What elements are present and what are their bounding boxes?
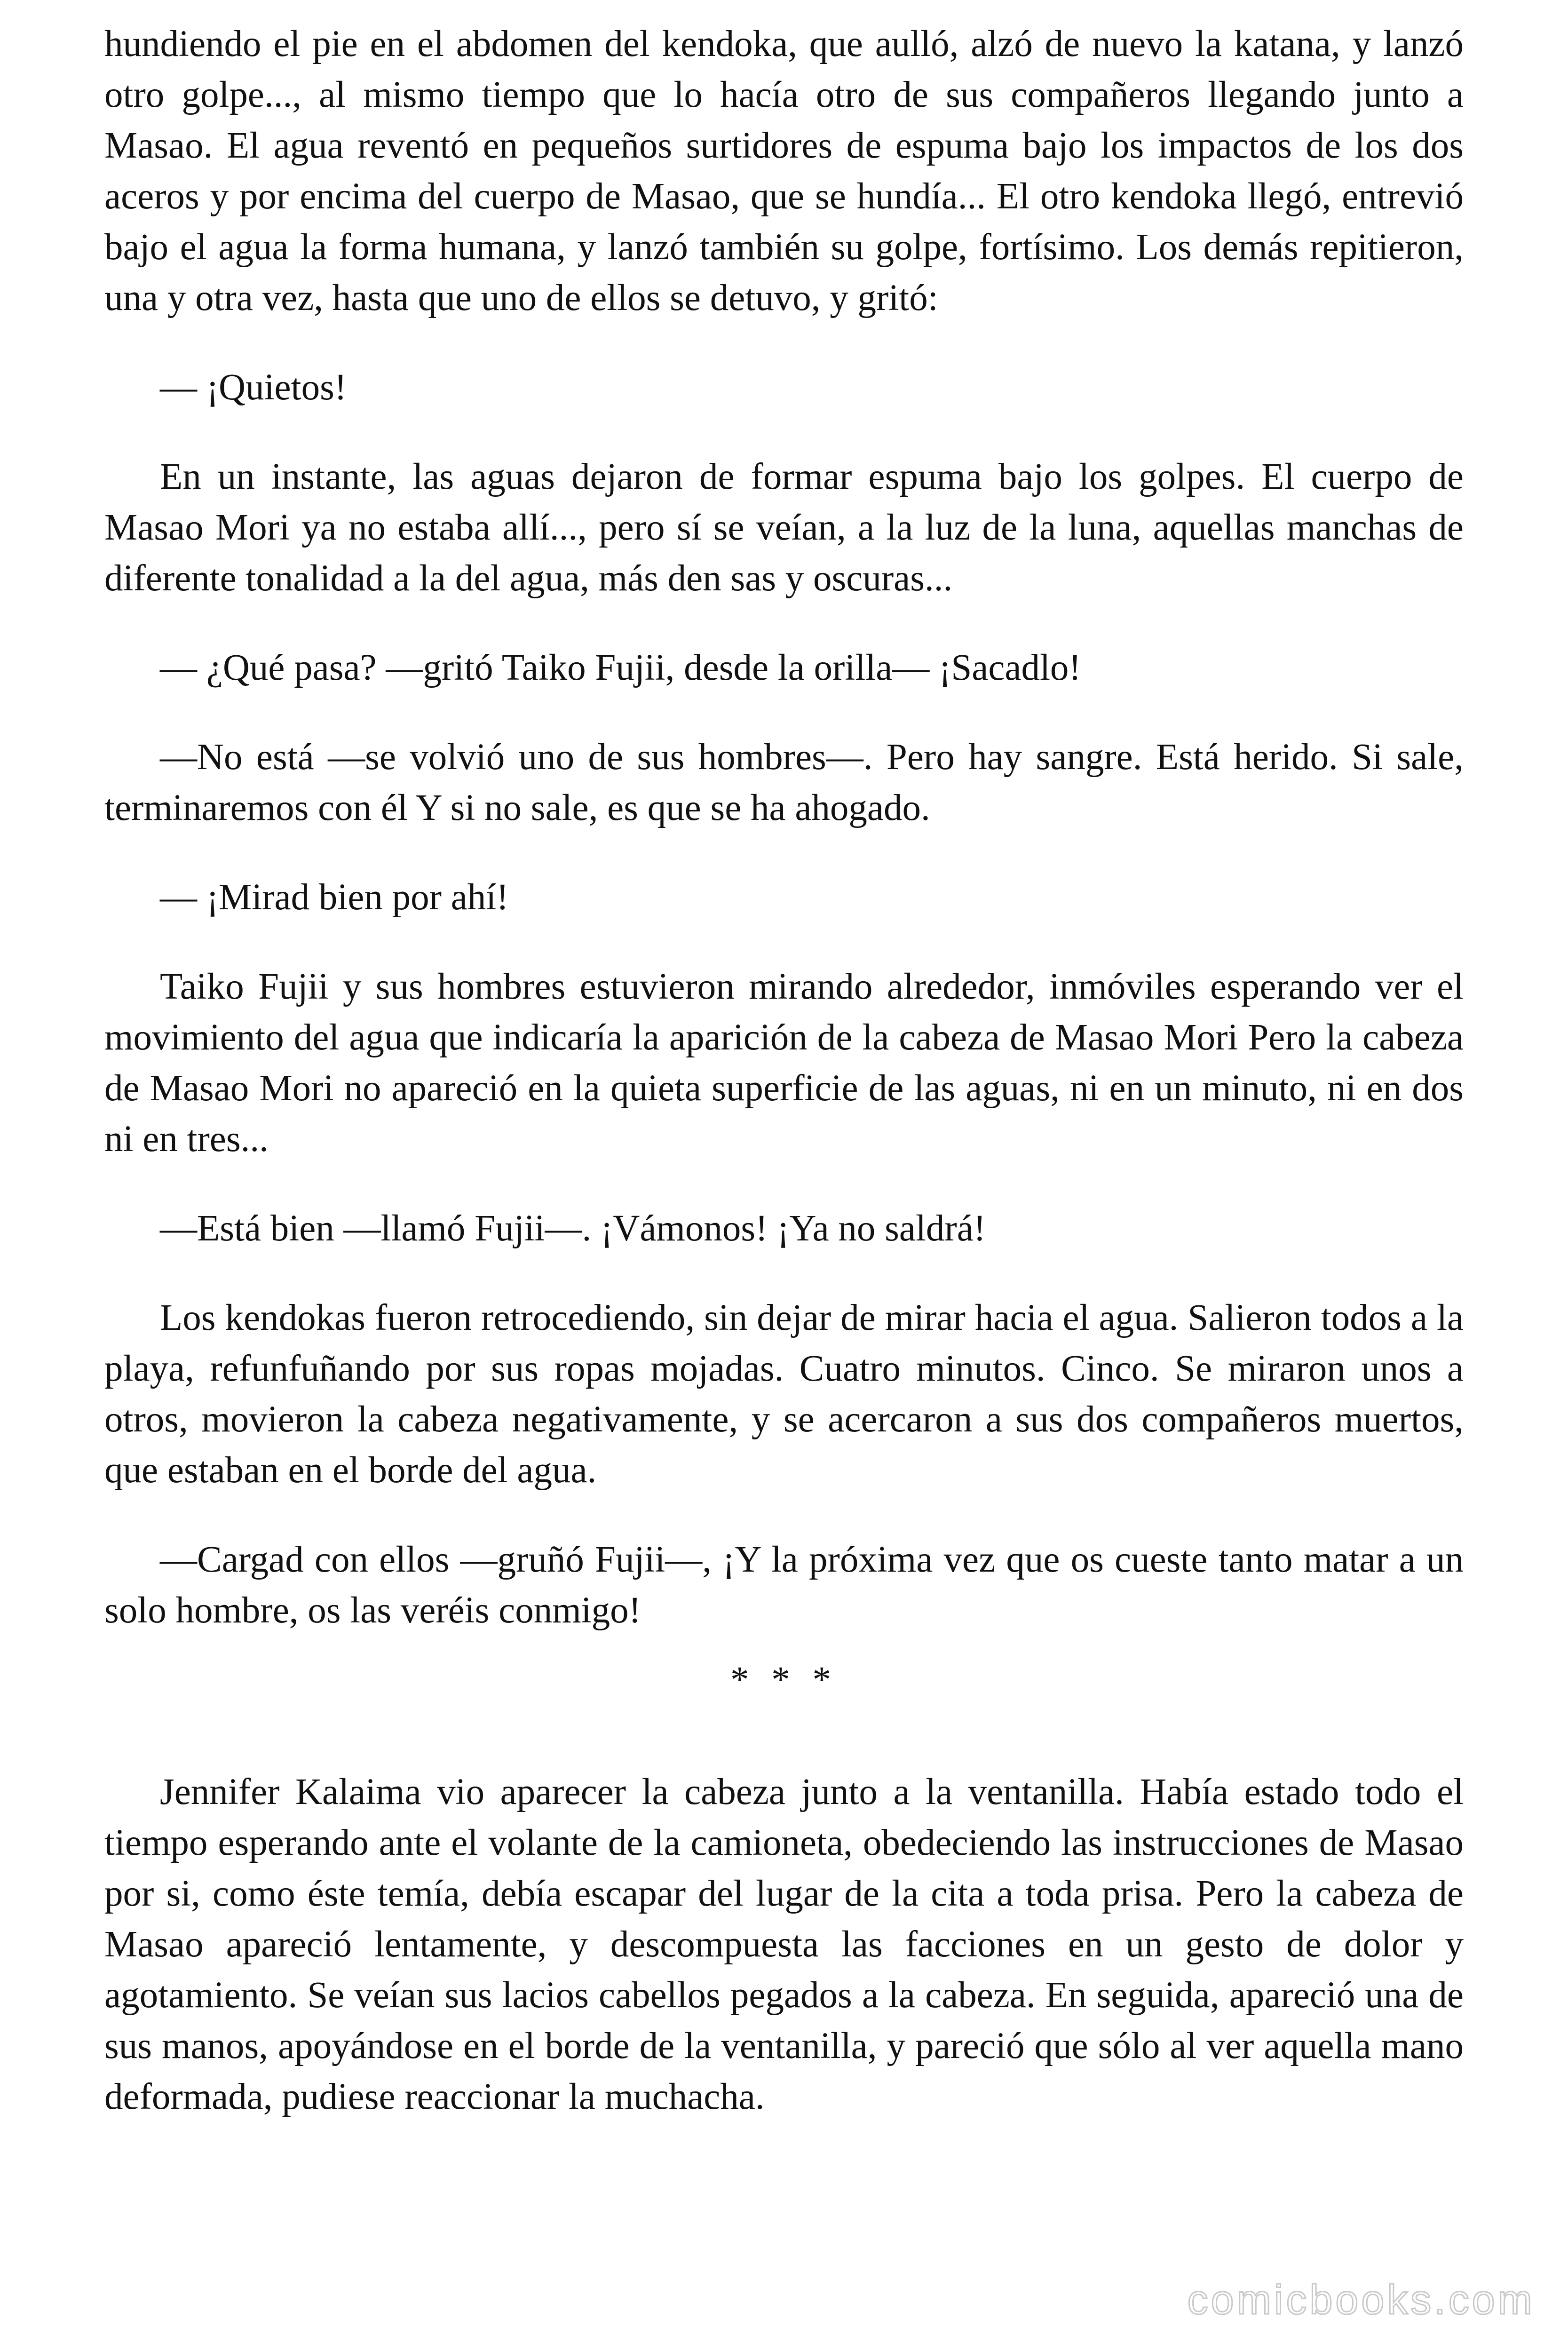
book-page [104, 19, 1464, 2122]
paragraph-8: —Está bien —llamó Fujii—. ¡Vámonos! ¡Ya no saldrá! [160, 1208, 986, 1249]
paragraph-10: —Cargad con ellos —gruñó Fujii—, ¡Y la próxima vez que os cueste tanto matar a un solo hombre, os las veréis conmigo! [104, 1539, 1464, 1631]
scene-separator: * * * [730, 1660, 838, 1700]
paragraph-11: Jennifer Kalaima vio aparecer la cabeza junto a la ventanilla. Había estado todo el tiempo esperando ante el volante de la camioneta, obedeciendo las instrucciones de Masao por si, como éste temía, debía escapar del lugar de la cita a toda prisa. Pero la cabeza de Masao apareció lentamente, y descompuesta las facciones en un gesto de dolor y agotamiento. Se veían sus lacios cabellos pegados a la cabeza. En seguida, apareció una de sus manos, apoyándose en el borde de la ventanilla, y pareció que sólo al ver aquella mano deformada, pudiese reaccionar la muchacha. [104, 1772, 1464, 2117]
paragraph-7: Taiko Fujii y sus hombres estuvieron mirando alrededor, inmóviles esperando ver el movimiento del agua que indicaría la aparición de la cabeza de Masao Mori Pero la cabeza de Masao Mori no apareció en la quieta superficie de las aguas, ni en un minuto, ni en dos ni en tres... [104, 966, 1464, 1160]
paragraph-4: — ¿Qué pasa? —gritó Taiko Fujii, desde la orilla— ¡Sacadlo! [160, 647, 1081, 688]
paragraph-5: —No está —se volvió uno de sus hombres—. Pero hay sangre. Está herido. Si sale, terminaremos con él Y si no sale, es que se ha ahogado. [104, 737, 1464, 828]
watermark-logo: comicbooks.com [1187, 2276, 1535, 2323]
paragraph-1: hundiendo el pie en el abdomen del kendoka, que aulló, alzó de nuevo la katana, y lanzó otro golpe..., al mismo tiempo que lo hacía otro de sus compañeros llegando junto a Masao. El agua reventó en pequeños surtidores de espuma bajo los impactos de los dos aceros y por encima del cuerpo de Masao, que se hundía... El otro kendoka llegó, entrevió bajo el agua la forma humana, y lanzó también su golpe, fortísimo. Los demás repitieron, una y otra vez, hasta que uno de ellos se detuvo, y gritó: [104, 24, 1464, 318]
paragraph-2: — ¡Quietos! [160, 367, 347, 408]
paragraph-3: En un instante, las aguas dejaron de formar espuma bajo los golpes. El cuerpo de Masao Mori ya no estaba allí..., pero sí se veían, a la luz de la luna, aquellas manchas de diferente tonalidad a la del agua, más den sas y oscuras... [104, 456, 1464, 599]
paragraph-9: Los kendokas fueron retrocediendo, sin dejar de mirar hacia el agua. Salieron todos a la playa, refunfuñando por sus ropas mojadas. Cuatro minutos. Cinco. Se miraron unos a otros, movieron la cabeza negativamente, y se acercaron a sus dos compañeros muertos, que estaban en el borde del agua. [104, 1297, 1464, 1491]
paragraph-6: — ¡Mirad bien por ahí! [160, 877, 509, 918]
